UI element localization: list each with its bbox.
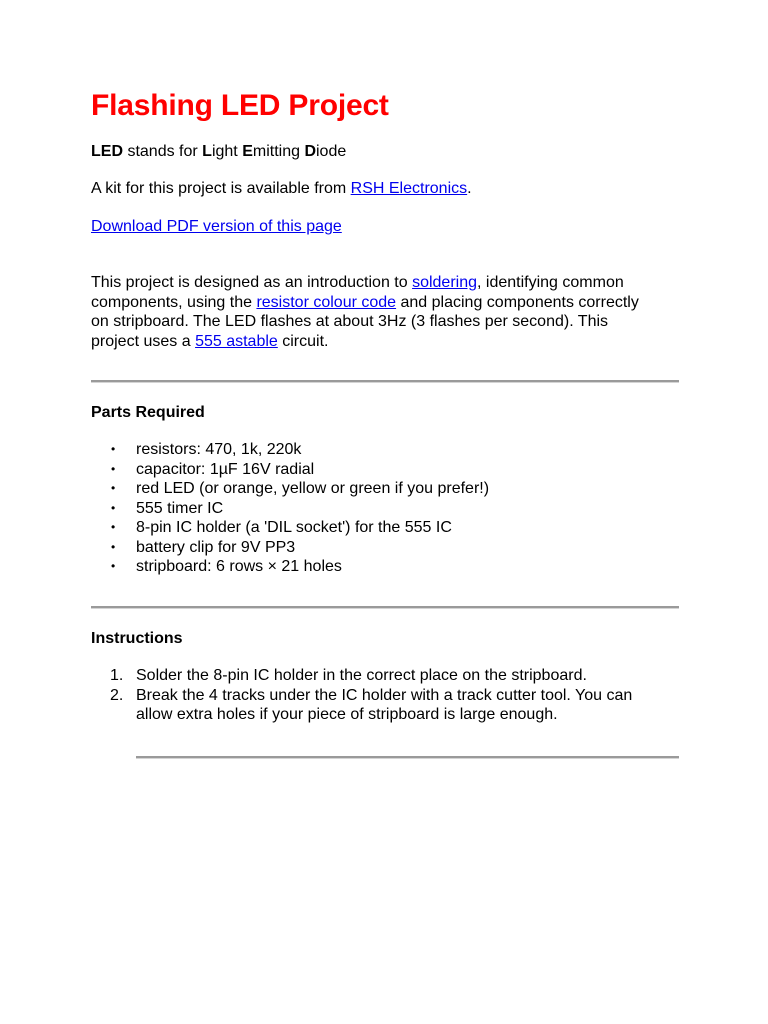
part-text: resistors: 470, 1k, 220k — [136, 441, 302, 458]
step-text-continued: allow extra holes if your piece of stripboard is large enough. — [136, 706, 558, 723]
list-item — [91, 440, 489, 460]
bullet-icon: • — [111, 520, 116, 534]
bullet-icon: • — [111, 500, 116, 515]
resistor-colour-code-link[interactable]: resistor colour code — [256, 293, 397, 311]
step-text: Break the 4 tracks under the IC holder with a track cutter tool. You can — [136, 686, 633, 704]
kit-text: A kit for this project is available from — [91, 180, 351, 197]
intro-text-4b: circuit. — [277, 332, 329, 350]
intro-text-1b: , identifying common — [477, 274, 624, 291]
bullet-icon: • — [111, 461, 116, 476]
step-text: Solder the 8-pin IC holder in the correct place on the stripboard. — [136, 667, 587, 684]
download-pdf-link[interactable]: Download PDF version of this page — [91, 218, 342, 235]
intro-line-4 — [91, 332, 328, 352]
list-item — [91, 538, 489, 558]
led-text-1: stands for — [123, 143, 203, 160]
kit-suffix: . — [467, 180, 472, 197]
intro-line-3: on stripboard. The LED flashes at about 3Hz (3 flashes per second). This — [91, 313, 609, 330]
list-item — [91, 518, 489, 538]
horizontal-rule-2 — [91, 606, 679, 609]
letter-e: E — [242, 143, 253, 160]
intro-text-2a: components, using the — [91, 293, 257, 311]
led-text-4: iode — [316, 143, 347, 160]
instructions-heading: Instructions — [91, 630, 183, 647]
parts-heading: Parts Required — [91, 404, 205, 421]
instructions-list — [91, 666, 632, 725]
part-text: red LED (or orange, yellow or green if you prefer!) — [136, 480, 490, 497]
list-item — [91, 686, 632, 725]
part-text: battery clip for 9V PP3 — [136, 538, 296, 556]
letter-l: L — [202, 143, 212, 160]
list-item — [91, 666, 632, 686]
intro-line-2 — [91, 293, 639, 313]
led-definition — [91, 142, 346, 162]
rsh-electronics-link[interactable]: RSH Electronics — [350, 180, 468, 197]
download-row — [91, 217, 342, 237]
step-number: 2. — [110, 686, 124, 704]
led-text-3: mitting — [252, 143, 305, 160]
list-item — [91, 499, 489, 519]
horizontal-rule-3 — [136, 756, 679, 759]
part-text: capacitor: 1µF 16V radial — [136, 460, 315, 478]
list-item — [91, 479, 489, 499]
bullet-icon: • — [111, 481, 116, 495]
intro-line-1 — [91, 273, 624, 293]
led-text-2: ight — [211, 143, 243, 160]
parts-list — [91, 440, 489, 577]
list-item — [91, 460, 489, 480]
intro-text-2b: and placing components correctly — [396, 293, 639, 311]
bullet-icon: • — [111, 539, 116, 554]
bullet-icon: • — [111, 442, 116, 456]
part-text: 555 timer IC — [136, 499, 224, 517]
bullet-icon: • — [111, 559, 116, 573]
part-text: stripboard: 6 rows × 21 holes — [136, 558, 342, 575]
led-abbrev: LED — [91, 143, 123, 160]
list-item — [91, 557, 489, 577]
page-title: Flashing LED Project — [91, 89, 389, 122]
letter-d: D — [304, 143, 316, 160]
soldering-link[interactable]: soldering — [412, 274, 478, 291]
horizontal-rule-1 — [91, 380, 679, 383]
intro-text-1a: This project is designed as an introduction to — [91, 274, 413, 291]
555-astable-link[interactable]: 555 astable — [195, 332, 278, 350]
part-text: 8-pin IC holder (a 'DIL socket') for the 555 IC — [136, 519, 452, 536]
step-number: 1. — [110, 667, 124, 684]
intro-text-4a: project uses a — [91, 332, 196, 350]
kit-availability — [91, 179, 472, 199]
